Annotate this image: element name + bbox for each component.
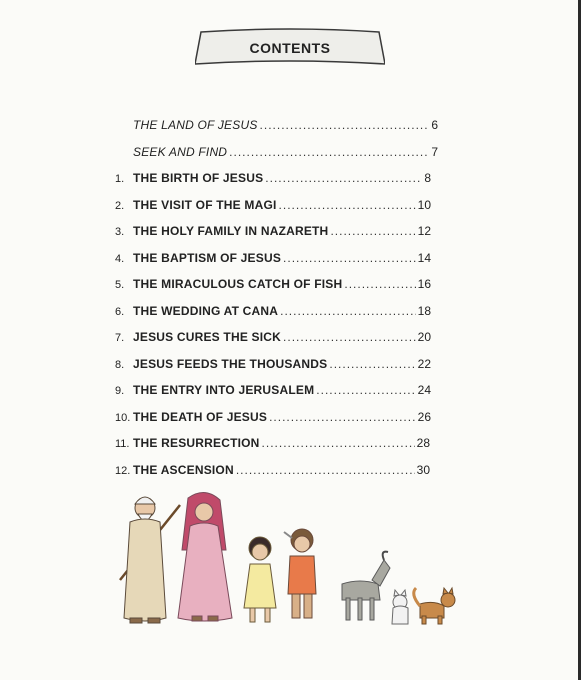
toc-dot-leader	[279, 198, 416, 212]
characters-illustration	[110, 490, 460, 635]
toc-entry	[115, 224, 431, 242]
toc-dot-leader	[283, 330, 416, 344]
toc-dot-leader	[283, 251, 416, 265]
toc-dot-leader	[269, 410, 416, 424]
toc-entry-number: 9.	[115, 385, 125, 397]
old-man-figure	[120, 497, 180, 623]
toc-dot-leader	[262, 436, 415, 450]
toc-entry-number: 7.	[115, 332, 125, 344]
toc-entry	[115, 304, 431, 322]
toc-entry	[115, 463, 430, 481]
toc-entry-page: 10	[417, 197, 431, 212]
toc-entry-title: THE VISIT OF THE MAGI	[133, 197, 277, 212]
toc-entry-title: THE ENTRY INTO JERUSALEM	[133, 383, 315, 397]
toc-entry-page: 30	[416, 462, 430, 477]
toc-entry-number: 12.	[115, 464, 131, 477]
toc-entry	[115, 198, 431, 216]
toc-entry-number: 4.	[115, 252, 125, 265]
toc-entry	[115, 436, 430, 454]
toc-entry-number: 6.	[115, 305, 125, 318]
toc-entry-page: 12	[417, 224, 431, 238]
toc-entry-title: THE HOLY FAMILY IN NAZARETH	[133, 224, 329, 238]
toc-entry-page: 18	[417, 303, 431, 318]
toc-entry-title: SEEK AND FIND	[133, 144, 228, 159]
toc-entry-number: 2.	[115, 199, 125, 212]
toc-entry	[115, 330, 431, 348]
boy-figure	[284, 529, 316, 618]
toc-dot-leader	[330, 224, 415, 238]
orange-cat-figure	[414, 588, 455, 624]
toc-entry	[115, 357, 431, 375]
toc-entry	[115, 171, 431, 189]
white-cat-figure	[392, 590, 408, 624]
toc-dot-leader	[316, 383, 415, 397]
toc-entry-title: THE BAPTISM OF JESUS	[133, 250, 282, 265]
toc-entry-number: 1.	[115, 173, 125, 185]
toc-dot-leader	[260, 118, 430, 132]
toc-entry-title: THE MIRACULOUS CATCH OF FISH	[133, 277, 343, 291]
toc-entry-page: 22	[417, 356, 431, 371]
toc-entry-page: 20	[417, 330, 431, 344]
toc-entry-title: THE RESURRECTION	[133, 436, 260, 450]
toc-entry-title: JESUS FEEDS THE THOUSANDS	[133, 356, 328, 371]
toc-dot-leader	[280, 304, 416, 318]
toc-entry	[115, 410, 431, 428]
toc-entry-page: 14	[417, 250, 431, 265]
toc-entry	[115, 251, 431, 269]
toc-entry-title: THE ASCENSION	[133, 462, 234, 477]
toc-entry-title: JESUS CURES THE SICK	[133, 330, 282, 344]
woman-figure	[178, 492, 232, 621]
toc-entry-page: 8	[424, 171, 431, 185]
toc-dot-leader	[229, 145, 429, 159]
toc-entry-number: 11.	[115, 438, 130, 450]
toc-dot-leader	[236, 463, 415, 477]
toc-entry-page: 6	[431, 118, 438, 132]
toc-entry-number: 8.	[115, 358, 125, 371]
toc-entry	[115, 277, 431, 295]
toc-entry-title: THE LAND OF JESUS	[133, 118, 258, 132]
toc-dot-leader	[344, 277, 415, 291]
toc-entry-page: 28	[416, 436, 430, 450]
toc-entry	[115, 383, 431, 401]
toc-dot-leader	[329, 357, 415, 371]
toc-dot-leader	[265, 171, 422, 185]
contents-banner	[195, 28, 385, 68]
toc-entry-number: 3.	[115, 226, 125, 238]
page-title: CONTENTS	[249, 40, 331, 56]
toc-entry-page: 16	[417, 277, 431, 291]
toc-entry-number: 5.	[115, 279, 125, 291]
toc-entry-title: THE WEDDING AT CANA	[133, 303, 279, 318]
toc-entry	[133, 118, 438, 136]
goat-figure	[342, 552, 390, 620]
toc-entry-title: THE DEATH OF JESUS	[133, 409, 268, 424]
toc-entry-number: 10.	[115, 411, 131, 424]
girl-figure	[244, 537, 276, 622]
toc-entry-page: 24	[417, 383, 431, 397]
toc-entry-title: THE BIRTH OF JESUS	[133, 171, 264, 185]
toc-entry-page: 7	[431, 144, 438, 159]
toc-entry-page: 26	[417, 409, 431, 424]
toc-entry	[133, 145, 438, 163]
